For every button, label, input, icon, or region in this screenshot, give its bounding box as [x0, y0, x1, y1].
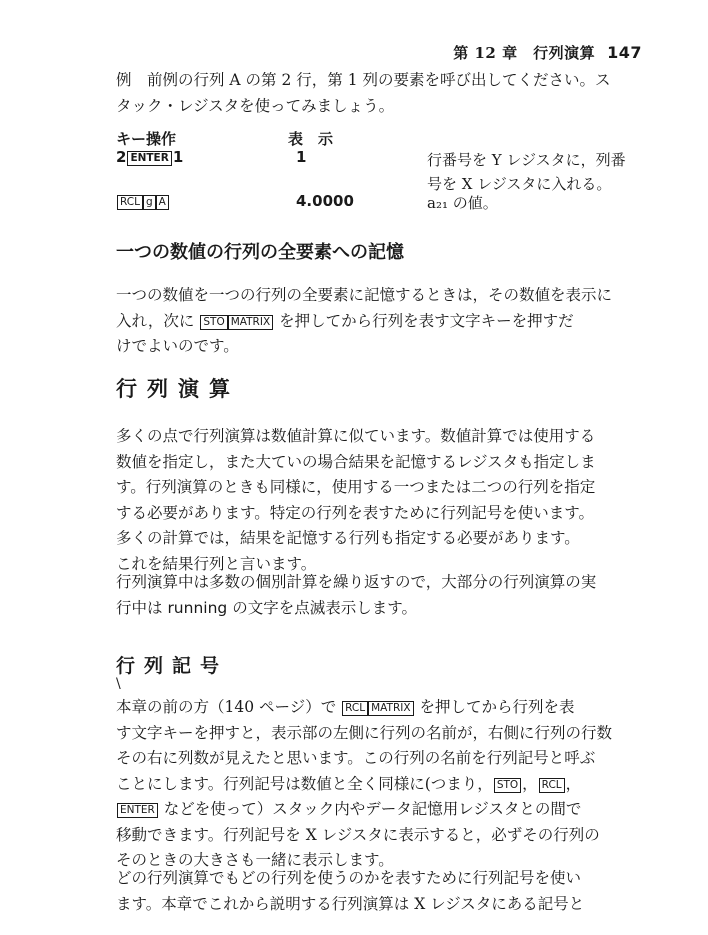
- section2-paragraph-2: [116, 570, 646, 621]
- rcl-key: RCL: [539, 778, 565, 793]
- section2-line: 行中は running の文字を点滅表示します。: [116, 598, 417, 617]
- section3-line: ます。本章でこれから説明する行列演算は X レジスタにある記号と: [116, 894, 585, 913]
- row2-display: 4.0000: [296, 192, 354, 210]
- row2-keys: [116, 192, 170, 210]
- section2-line: これを結果行列と言います。: [116, 554, 317, 573]
- a-key: A: [156, 195, 169, 210]
- section1-paragraph: [116, 283, 646, 360]
- section1-line: けでよいのです。: [116, 337, 239, 355]
- section-heading-matrix-ops: 行列演算: [116, 376, 240, 401]
- page-header: [453, 42, 642, 63]
- enter-key: ENTER: [117, 803, 158, 818]
- row2-description: a₂₁ の値。: [427, 194, 498, 212]
- row1-description: [427, 148, 626, 196]
- section3-line: ENTER などを使って）スタック内やデータ記憶用レジスタとの間で: [116, 797, 646, 823]
- section2-line: す。行列演算のときも同様に，使用する一つまたは二つの行列を指定: [116, 478, 596, 496]
- sto-key: STO: [200, 315, 227, 330]
- section2-line: 多くの点で行列演算は数値計算に似ています。数値計算では使用する: [116, 427, 596, 445]
- section3-line: ことにします。行列記号は数値と全く同様に(つまり， STO ， RCL ，: [116, 774, 582, 793]
- example-paragraph: [116, 68, 646, 119]
- stray-mark: \: [116, 676, 121, 692]
- rcl-key: RCL: [342, 701, 368, 716]
- row1-key-suffix: 1: [172, 148, 184, 166]
- row1-desc-line: 号を X レジスタに入れる。: [427, 175, 612, 193]
- section3-paragraph-1: [116, 695, 646, 874]
- section-heading-store-all: 一つの数値の行列の全要素への記憶: [116, 242, 404, 263]
- row1-key-prefix: 2: [116, 148, 127, 166]
- row1-keys: [116, 148, 183, 166]
- g-key: g: [143, 195, 156, 210]
- section2-paragraph-1: [116, 424, 646, 577]
- section2-line: 数値を指定し，また大ていの場合結果を記憶するレジスタも指定しま: [116, 452, 596, 471]
- example-line: タック・レジスタを使ってみましょう。: [116, 96, 395, 115]
- matrix-key: MATRIX: [228, 315, 273, 330]
- section3-line: どの行列演算でもどの行列を使うのかを表すために行列記号を使い: [116, 869, 582, 887]
- section2-line: する必要があります。特定の行列を表すために行列記号を使います。: [116, 503, 595, 522]
- example-line: 例 前例の行列 A の第 2 行，第 1 列の要素を呼び出してください。ス: [116, 71, 611, 89]
- row1-display: 1: [296, 148, 307, 166]
- section-heading-matrix-symbols: 行列記号: [116, 655, 229, 677]
- sto-key: STO: [494, 778, 521, 793]
- section3-line: 移動できます。行列記号を X レジスタに表示すると，必ずその行列の: [116, 825, 600, 844]
- section2-line: 行列演算中は多数の個別計算を繰り返すので，大部分の行列演算の実: [116, 573, 597, 591]
- page-number: 147: [607, 43, 642, 62]
- section1-line: 入れ，次に STO MATRIX を押してから行列を表す文字キーを押すだ: [116, 311, 574, 330]
- row1-desc-line: 行番号を Y レジスタに，列番: [427, 151, 626, 169]
- section3-line: その右に列数が見えたと思います。この行列の名前を行列記号と呼ぶ: [116, 749, 596, 767]
- section2-line: 多くの計算では，結果を記憶する行列も指定する必要があります。: [116, 529, 580, 547]
- section3-paragraph-2: [116, 866, 646, 917]
- running-text: running: [167, 598, 228, 617]
- section1-line: 一つの数値を一つの行列の全要素に記憶するときは，その数値を表示に: [116, 286, 613, 304]
- matrix-key: MATRIX: [368, 701, 413, 716]
- section3-line: 本章の前の方（140 ページ）で RCL MATRIX を押してから行列を表: [116, 698, 575, 716]
- display-column-header: 表 示: [288, 130, 334, 148]
- key-column-header: キー操作: [116, 130, 177, 148]
- chapter-title: 第 12 章 行列演算: [453, 44, 596, 62]
- section3-line: そのときの大きさも一緒に表示します。: [116, 851, 394, 869]
- rcl-key: RCL: [117, 195, 143, 210]
- enter-key: ENTER: [127, 151, 171, 166]
- section3-line: す文字キーを押すと，表示部の左側に行列の名前が，右側に行列の行数: [116, 723, 613, 742]
